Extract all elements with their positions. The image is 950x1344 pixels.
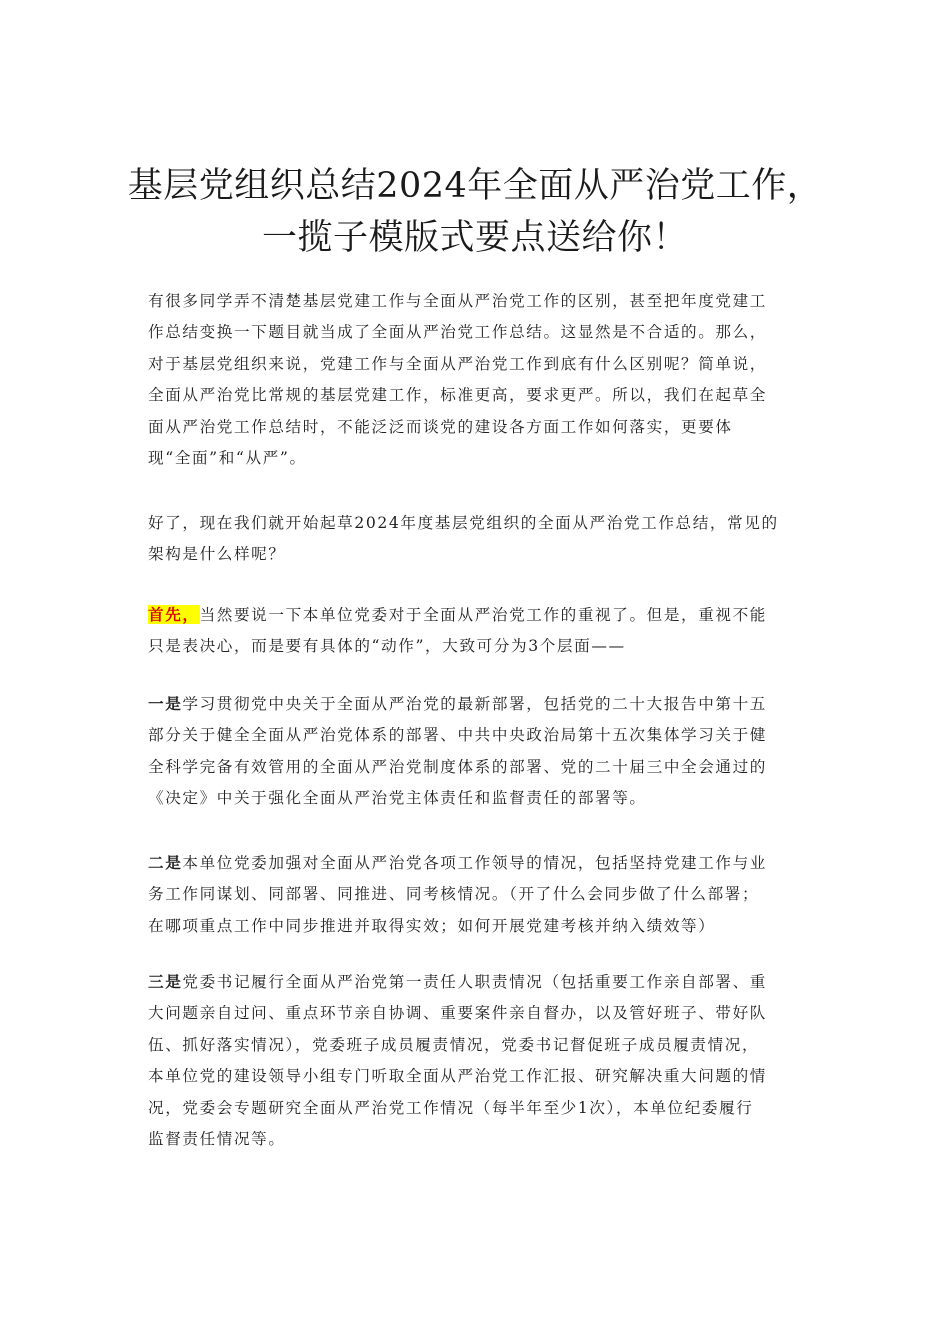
text-line: 监督责任情况等。 [148, 1130, 286, 1149]
text-run: 学习贯彻党中央关于全面从严治党的最新部署，包括党的二十大报告中第十五 [182, 695, 767, 713]
text-line [148, 966, 812, 998]
paragraph-first [148, 599, 812, 663]
bold-lead: 一是 [148, 694, 183, 713]
text-line: 本单位党的建设领导小组专门听取全面从严治党工作汇报、研究解决重大问题的情 [148, 1067, 767, 1086]
text-line: 对于基层党组织来说，党建工作与全面从严治党工作到底有什么区别呢？简单说， [148, 354, 767, 373]
article-title [100, 160, 850, 264]
text-line: 况，党委会专题研究全面从严治党工作情况（每半年至少1次），本单位纪委履行 [148, 1098, 754, 1117]
title-line-1: 基层党组织总结2024年全面从严治党工作， [127, 166, 823, 206]
text-line: 务工作同谋划、同部署、同推进、同考核情况。（开了什么会同步做了什么部署； [148, 885, 760, 904]
paragraph-intro [148, 286, 812, 474]
text-line: 伍、抓好落实情况），党委班子成员履责情况，党委书记督促班子成员履责情况， [148, 1035, 760, 1054]
bold-lead: 三是 [148, 972, 183, 991]
text-line: 现“全面”和“从严”。 [148, 449, 307, 468]
paragraph-point-one [148, 688, 812, 815]
text-line: 在哪项重点工作中同步推进并取得实效；如何开展党建考核并纳入绩效等） [148, 916, 716, 935]
text-run: 本单位党委加强对全面从严治党各项工作领导的情况，包括坚持党建工作与业 [182, 854, 767, 872]
title-line-2: 一揽子模版式要点送给你！ [261, 218, 688, 258]
highlighted-lead: 首先， [148, 605, 200, 624]
text-line: 有很多同学弄不清楚基层党建工作与全面从严治党工作的区别，甚至把年度党建工 [148, 292, 767, 310]
text-line: 架构是什么样呢？ [148, 545, 286, 564]
text-line: 作总结变换一下题目就当成了全面从严治党工作总结。这显然是不合适的。那么， [148, 323, 767, 342]
text-run: 党委书记履行全面从严治党第一责任人职责情况（包括重要工作亲自部署、重 [182, 973, 767, 991]
paragraph-point-two [148, 847, 812, 942]
text-line: 面从严治党工作总结时，不能泛泛而谈党的建设各方面工作如何落实，更要体 [148, 417, 733, 436]
paragraph-structure-question [148, 508, 812, 571]
text-line [148, 688, 812, 720]
text-run: 当然要说一下本单位党委对于全面从严治党工作的重视了。但是，重视不能 [199, 606, 767, 624]
bold-lead: 二是 [148, 853, 183, 872]
paragraph-point-three [148, 966, 812, 1155]
text-line: 只是表决心，而是要有具体的“动作”，大致可分为3个层面—— [148, 637, 626, 656]
text-line: 全面从严治党比常规的基层党建工作，标准更高，要求更严。所以，我们在起草全 [148, 386, 767, 405]
text-line: 《决定》中关于强化全面从严治党主体责任和监督责任的部署等。 [148, 789, 647, 808]
text-line: 部分关于健全全面从严治党体系的部署、中共中央政治局第十五次集体学习关于健 [148, 726, 767, 745]
text-line: 全科学完备有效管用的全面从严治党制度体系的部署、党的二十届三中全会通过的 [148, 757, 767, 776]
text-line: 大问题亲自过问、重点环节亲自协调、重要案件亲自督办，以及管好班子、带好队 [148, 1004, 767, 1023]
text-line: 好了，现在我们就开始起草2024年度基层党组织的全面从严治党工作总结，常见的 [148, 514, 779, 532]
text-line [148, 847, 812, 879]
text-line [148, 599, 812, 631]
